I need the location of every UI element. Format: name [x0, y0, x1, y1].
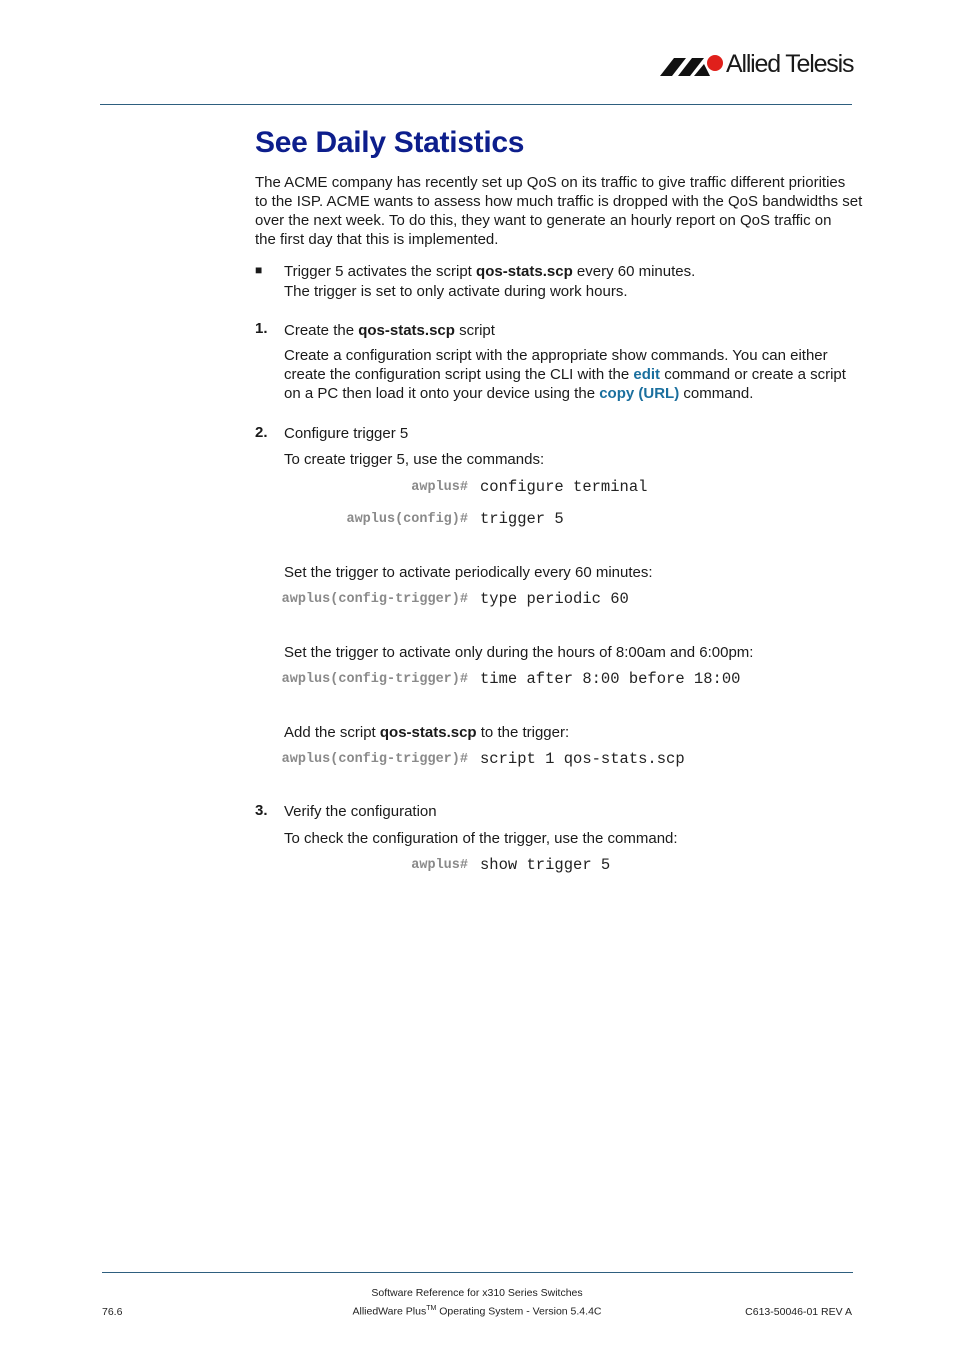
- cli-command: script 1 qos-stats.scp: [480, 750, 685, 768]
- cli-command: configure terminal: [480, 478, 648, 496]
- document-id: C613-50046-01 REV A: [745, 1306, 852, 1318]
- intro-line: over the next week. To do this, they want to generate an hourly report on QoS traffic on: [255, 212, 832, 229]
- step-heading: Configure trigger 5: [284, 425, 409, 442]
- text: command or create a script: [660, 366, 846, 383]
- text: Operating System - Version 5.4.4C: [436, 1305, 602, 1318]
- intro-line: the first day that this is implemented.: [255, 231, 499, 248]
- page-number: 76.6: [102, 1306, 123, 1318]
- step-text: Set the trigger to activate only during the hours of 8:00am and 6:00pm:: [284, 644, 754, 661]
- allied-telesis-logo: [660, 48, 855, 82]
- text: Add the script: [284, 724, 380, 741]
- step-intro: To create trigger 5, use the commands:: [284, 451, 545, 468]
- bullet-line-2: The trigger is set to only activate during work hours.: [284, 283, 628, 300]
- script-name: qos-stats.scp: [358, 322, 455, 339]
- step-number: 1.: [255, 320, 268, 337]
- cli-command: show trigger 5: [480, 856, 611, 874]
- bullet-text: [284, 262, 695, 302]
- text: command.: [679, 385, 754, 402]
- cli-prompt: awplus(config-trigger)#: [281, 592, 468, 607]
- script-name: qos-stats.scp: [379, 724, 477, 741]
- text: create the configuration script using the CLI with the: [284, 366, 634, 383]
- footer-rule: [102, 1272, 853, 1273]
- logo-mark-icon: [660, 52, 726, 82]
- brand-name: Allied Telesis: [726, 50, 854, 78]
- cli-command: time after 8:00 before 18:00: [480, 670, 741, 688]
- trademark: TM: [426, 1305, 437, 1312]
- script-name: qos-stats.scp: [476, 263, 573, 280]
- cli-prompt: awplus(config-trigger)#: [281, 752, 468, 767]
- intro-line: to the ISP. ACME wants to assess how much traffic is dropped with the QoS bandwidths set: [255, 193, 863, 210]
- cli-command: trigger 5: [480, 510, 564, 528]
- body-line: Create a configuration script with the appropriate show commands. You can either: [284, 347, 828, 364]
- body-line: [284, 365, 846, 384]
- step-intro: To check the configuration of the trigger, use the command:: [284, 830, 678, 847]
- cli-prompt: awplus(config-trigger)#: [281, 672, 468, 687]
- text: Trigger 5 activates the script: [284, 263, 477, 280]
- text: on a PC then load it onto your device using the: [284, 385, 600, 402]
- step-body: [284, 346, 846, 403]
- text: to the trigger:: [476, 724, 570, 741]
- step-heading: Verify the configuration: [284, 803, 437, 820]
- text: Create the: [284, 322, 359, 339]
- cli-prompt: awplus#: [411, 858, 468, 873]
- page-title: See Daily Statistics: [255, 126, 525, 159]
- intro-paragraph: [255, 173, 863, 249]
- bullet-marker: ■: [255, 263, 263, 277]
- body-line: [284, 384, 846, 403]
- step-number: 2.: [255, 424, 268, 441]
- header-rule: [100, 104, 852, 105]
- cli-prompt: awplus#: [411, 480, 468, 495]
- step-number: 3.: [255, 802, 268, 819]
- cli-command: type periodic 60: [480, 590, 629, 608]
- step-heading: [284, 321, 495, 340]
- cli-prompt: awplus(config)#: [346, 512, 468, 527]
- step-text: Set the trigger to activate periodically every 60 minutes:: [284, 564, 653, 581]
- bullet-line-1: [284, 262, 695, 282]
- intro-line: The ACME company has recently set up QoS on its traffic to give traffic different priorities: [255, 174, 846, 191]
- edit-command-link[interactable]: edit: [633, 366, 661, 383]
- text: AlliedWare Plus: [352, 1305, 427, 1318]
- step-text: [284, 723, 569, 742]
- text: every 60 minutes.: [572, 263, 696, 280]
- footer-title: Software Reference for x310 Series Switches: [371, 1287, 583, 1299]
- copy-url-command-link[interactable]: copy (URL): [599, 385, 680, 402]
- text: script: [454, 322, 495, 339]
